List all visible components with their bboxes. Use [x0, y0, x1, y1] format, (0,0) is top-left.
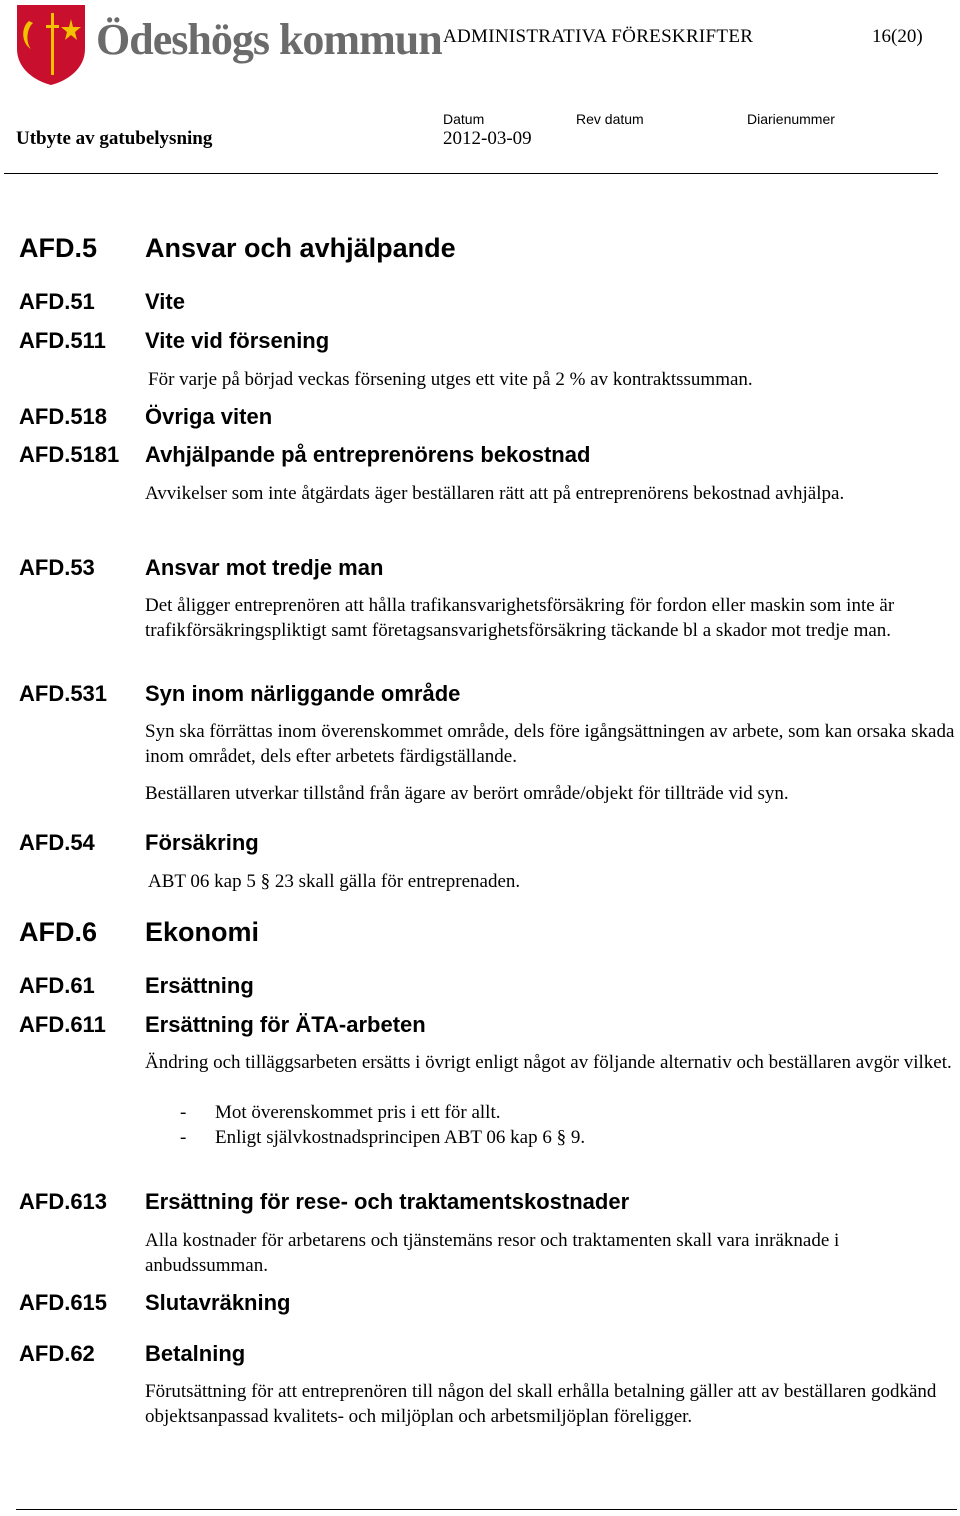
section-code: AFD.611 — [19, 1012, 106, 1037]
section-heading: Slutavräkning — [145, 1290, 291, 1315]
section-code: AFD.615 — [19, 1290, 108, 1315]
section-code: AFD.613 — [19, 1189, 108, 1214]
section-heading: Försäkring — [145, 830, 259, 855]
list-item-text: Mot överenskommet pris i ett för allt. — [215, 1102, 501, 1123]
list-bullet: - — [180, 1127, 187, 1148]
section-code: AFD.518 — [19, 404, 108, 429]
section-code: AFD.54 — [19, 830, 95, 855]
section-heading: Ersättning — [145, 973, 254, 998]
section-text: Det åligger entreprenören att hålla trafikansvarighetsförsäkring för fordon eller maskin som inte är trafikförsäkringspliktigt samt företagsansvarighetsförsäkring täckande bl a skador mot tredje man. — [145, 595, 895, 641]
section-text: Avvikelser som inte åtgärdats äger beställaren rätt att på entreprenörens bekostnad avhjälpa. — [145, 483, 845, 504]
section-code: AFD.6 — [19, 917, 98, 947]
section-code: AFD.5181 — [19, 442, 120, 467]
section-heading: Ansvar mot tredje man — [145, 555, 384, 580]
section-heading: Ansvar och avhjälpande — [145, 233, 456, 263]
section-heading: Ersättning för rese- och traktamentskostnader — [145, 1189, 630, 1214]
section-code: AFD.511 — [19, 328, 106, 353]
list-item — [180, 1100, 500, 1125]
section-code: AFD.61 — [19, 973, 95, 998]
section-text: För varje på börjad veckas försening utges ett vite på 2 % av kontraktssumman. — [148, 369, 753, 390]
document-title: Utbyte av gatubelysning — [16, 128, 213, 149]
list-item-text: Enligt självkostnadsprincipen ABT 06 kap 6 § 9. — [215, 1127, 586, 1148]
section-heading: Ekonomi — [145, 917, 260, 947]
section-text: Syn ska förrättas inom överenskommet område, dels före igångsättningen av arbete, som kan orsaka skada inom området, dels efter arbetets färdigställande. — [145, 721, 955, 767]
header-divider — [4, 173, 938, 174]
section-heading: Övriga viten — [145, 404, 273, 429]
reg-number-label: Diarienummer — [747, 111, 835, 127]
section-heading: Avhjälpande på entreprenörens bekostnad — [145, 442, 591, 467]
footer-divider — [16, 1509, 957, 1510]
section-heading: Vite vid försening — [145, 328, 330, 353]
section-code: AFD.5 — [19, 233, 98, 263]
section-code: AFD.531 — [19, 681, 108, 706]
document-date: 2012-03-09 — [443, 128, 532, 149]
list-item — [180, 1125, 585, 1150]
page-number: 16(20) — [872, 26, 923, 47]
section-code: AFD.62 — [19, 1341, 95, 1366]
section-heading: Betalning — [145, 1341, 246, 1366]
section-heading: Ersättning för ÄTA-arbeten — [145, 1012, 426, 1037]
section-text: Alla kostnader för arbetarens och tjänstemäns resor och traktamenten skall vara inräknade i anbudssumman. — [145, 1230, 840, 1276]
municipality-logo-icon — [15, 3, 87, 87]
section-heading: Syn inom närliggande område — [145, 681, 461, 706]
section-text: ABT 06 kap 5 § 23 skall gälla för entreprenaden. — [148, 871, 521, 892]
organization-name: Ödeshögs kommun — [96, 15, 442, 64]
section-text: Beställaren utverkar tillstånd från ägare av berört område/objekt för tillträde vid syn. — [145, 783, 789, 804]
section-code: AFD.51 — [19, 289, 95, 314]
rev-date-label: Rev datum — [576, 111, 644, 127]
section-text: Förutsättning för att entreprenören till någon del skall erhålla betalning gäller att av beställaren godkänd objektsanpassad kvalitets- och miljöplan och arbetsmiljöplan föreligger. — [145, 1381, 937, 1427]
section-text: Ändring och tilläggsarbeten ersätts i övrigt enligt något av följande alternativ och beställaren avgör vilket. — [145, 1052, 952, 1073]
date-label: Datum — [443, 111, 485, 127]
section-code: AFD.53 — [19, 555, 95, 580]
list-bullet: - — [180, 1102, 187, 1123]
section-heading: Vite — [145, 289, 185, 314]
document-type: ADMINISTRATIVA FÖRESKRIFTER — [443, 26, 754, 47]
